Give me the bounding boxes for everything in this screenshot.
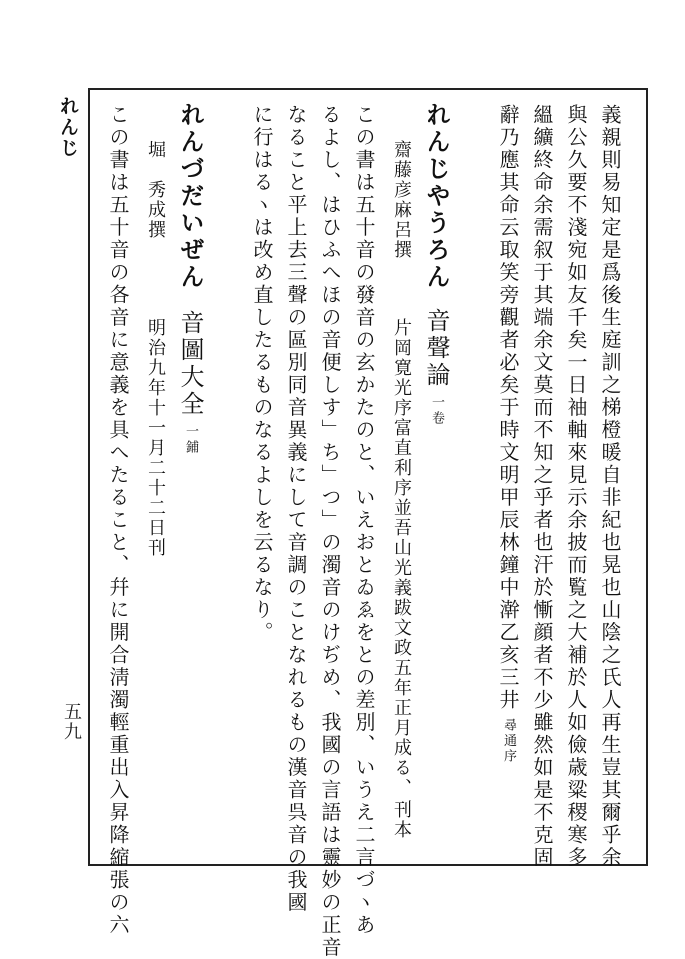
preface-column-2: 與公久要不淺宛如友千矣一日袖軸來見示余披而覧之大補於人如儉歳粱稷寒多 <box>564 104 588 869</box>
preface-column-1: 義親則易知定是爲後生庭訓之梯橙暖自非紀也晃也山陰之氏人再生豈其爾乎余 <box>598 104 622 869</box>
preface-column-4 <box>498 104 518 864</box>
entry2-title-text: 音圖大全 <box>176 310 204 418</box>
entry2-title <box>178 310 202 510</box>
entry1-heading: れんじやうろん <box>422 102 451 291</box>
entry2-desc-line-1: この書は五十音の各音に意義を具へたること、幷に開合淸濁輕重出入昇降縮張の六 <box>106 104 130 937</box>
entry1-title <box>424 308 448 468</box>
entry1-desc-line-2: るよし、はひふへほの音便しす」ち」つ」の濁音のけぢめ、我國の言語は靈妙の正音 <box>318 104 342 959</box>
entry1-title-text: 音聲論 <box>422 308 450 389</box>
entry2-heading: れんづだいぜん <box>176 102 205 291</box>
preface-column-3: 縕纊終命余需叙于其端余文莫而不知之乎者也汗於慚顔者不少雖然如是不克固 <box>530 104 554 869</box>
running-header: れんじ <box>57 96 79 159</box>
entry2-date: 明治九年十一月二十二日刊 <box>145 318 166 558</box>
preface-text: 辭乃應其命云取笑旁觀者必矣于時文明甲辰林鐘中澣乙亥三井 <box>496 104 520 712</box>
entry1-title-volumes: 一卷 <box>429 395 444 427</box>
entry2-title-volumes: 一鋪 <box>183 424 198 456</box>
preface-signature: 尋通序 <box>501 717 516 764</box>
entry1-desc-line-3: なること平上去三聲の區別同音異義にして音調のことなれるもの漢音呉音の我國 <box>284 104 308 914</box>
entry1-desc-line-4: に行はるヽは改め直したるものなるよしを云るなり。 <box>250 104 274 644</box>
entry2-author: 堀 秀成撰 <box>145 140 166 240</box>
page-number: 五九 <box>61 702 82 742</box>
entry1-note: 片岡寛光序富直利序並吾山光義跋文政五年正月成る、 <box>391 318 412 798</box>
entry1-author: 齋藤彦麻呂撰 <box>391 140 412 260</box>
entry1-desc-line-1: この書は五十音の發音の玄かたのと、いえおとゐゑをとの差別、いうえ二言づヽあ <box>352 104 376 937</box>
entry1-note-tail: 刊本 <box>391 800 412 840</box>
